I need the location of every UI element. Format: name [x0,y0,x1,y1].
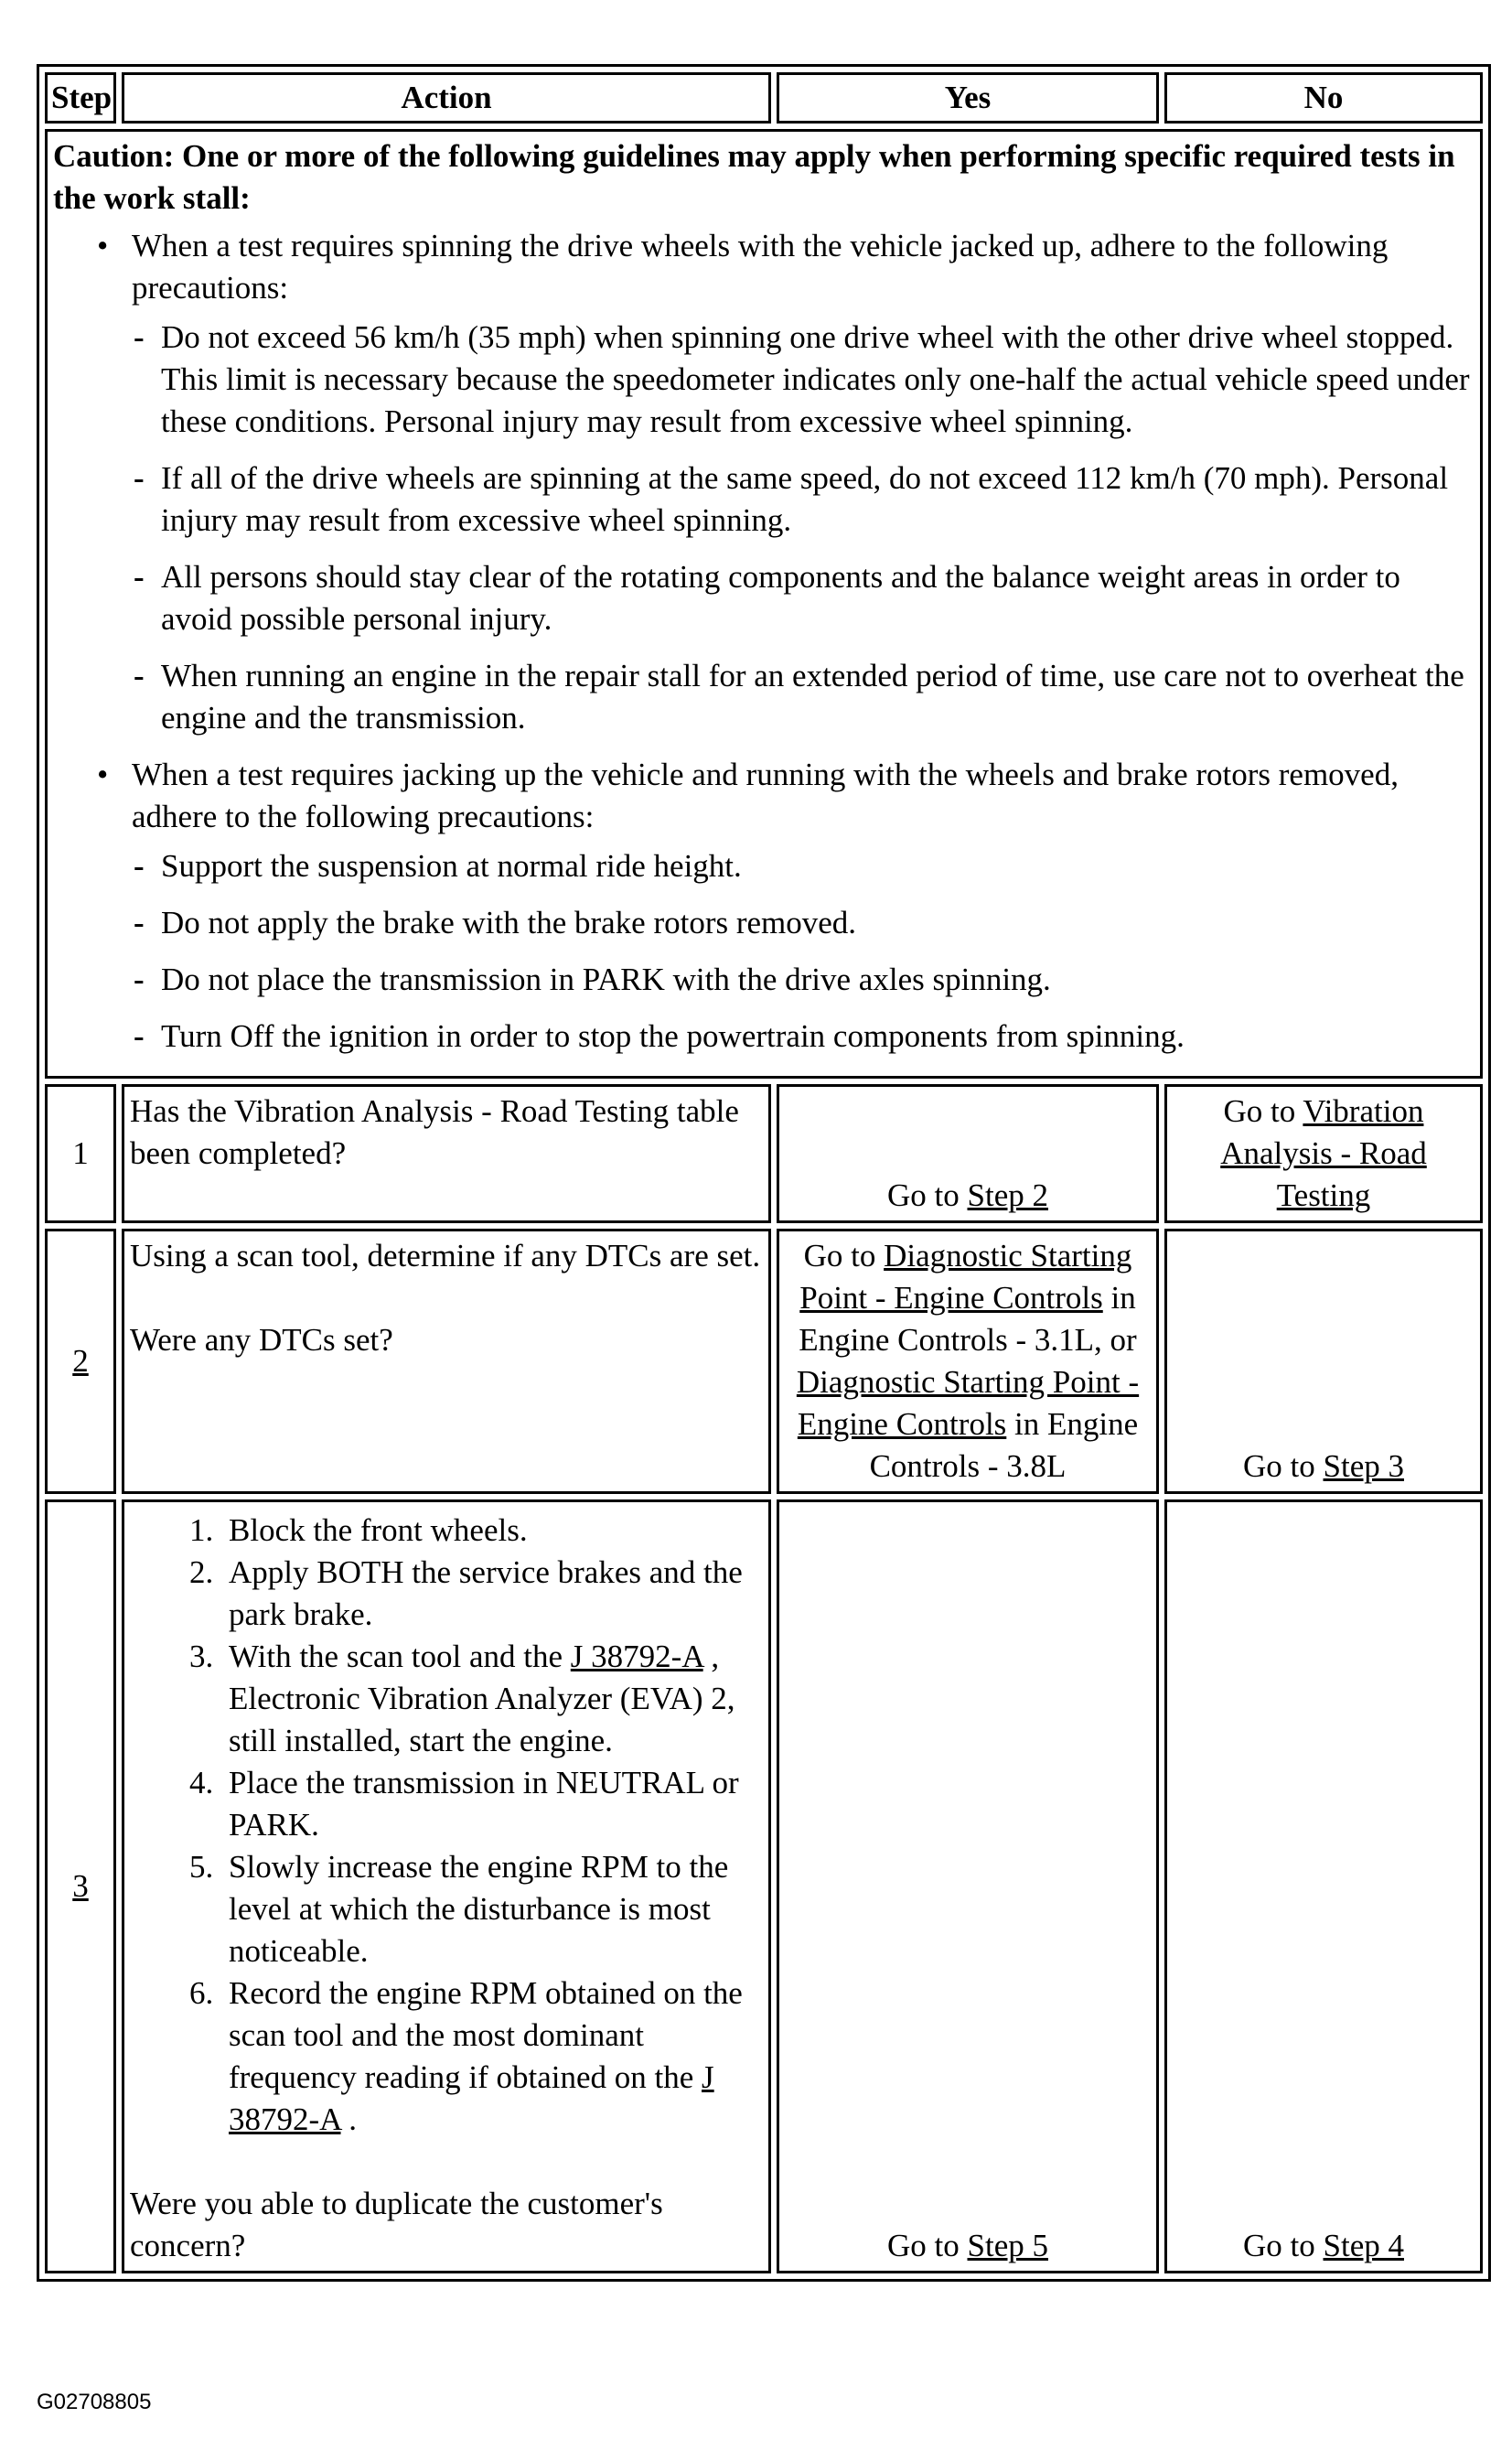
step-action [122,1229,771,1494]
step-row-2 [45,1229,1483,1494]
no-prefix: Go to [1243,1448,1324,1484]
procedure-text: With the scan tool and the [229,1639,571,1674]
yes-prefix: Go to [887,2228,968,2263]
step-action-text: Using a scan tool, determine if any DTCs are set. [130,1238,761,1273]
j-38792-a-link[interactable]: J 38792-A [570,1639,703,1674]
yes-cell [777,1229,1159,1494]
j-38792-a-link[interactable]: J 38792-A [229,2059,714,2137]
precaution-item: - If all of the drive wheels are spinning at the same speed, do not exceed 112 km/h (70 mph). Personal injury may result from excessive wheel spinning. [161,457,1474,542]
header-yes: Yes [777,72,1159,124]
procedure-item: 1. Block the front wheels. [221,1510,763,1552]
no-cell [1164,1499,1483,2273]
precaution-item: - Do not exceed 56 km/h (35 mph) when spinning one drive wheel with the other drive wheel stopped. This limit is necessary because the speedometer indicates only one-half the actual vehicle speed under these conditions. Personal injury may result from excessive wheel spinning. [161,317,1474,443]
precaution-list [132,317,1474,739]
no-cell [1164,1084,1483,1223]
step-5-link[interactable]: Step 5 [967,2228,1048,2263]
yes-cell [777,1084,1159,1223]
diagnostic-starting-point-link[interactable]: Diagnostic Starting Point - Engine Controls [799,1238,1132,1316]
precaution-item: - Do not apply the brake with the brake rotors removed. [161,902,1474,944]
header-no: No [1164,72,1483,124]
caution-bullet [132,225,1474,739]
step-row-1 [45,1084,1483,1223]
caution-bullet [132,754,1474,1058]
step-2-link[interactable]: Step 2 [967,1177,1048,1213]
precaution-list [132,845,1474,1058]
precaution-item: - Do not place the transmission in PARK with the drive axles spinning. [161,959,1474,1001]
step-number-link[interactable]: 2 [45,1229,116,1494]
step-row-3 [45,1499,1483,2273]
yes-cell [777,1499,1159,2273]
caution-row [45,129,1483,1079]
procedure-text: . [340,2101,357,2137]
procedure-item: 4. Place the transmission in NEUTRAL or PARK. [221,1762,763,1846]
yes-prefix: Go to [803,1238,885,1273]
caution-bullet-text: When a test requires jacking up the vehicle and running with the wheels and brake rotors removed, adhere to the following precautions: [132,757,1399,834]
caution-title: Caution: One or more of the following guidelines may apply when performing specific required tests in the work stall: [53,138,1455,216]
table-header-row [45,72,1483,124]
yes-prefix: Go to [887,1177,968,1213]
step-question: Were any DTCs set? [130,1322,393,1358]
step-action: Has the Vibration Analysis - Road Testing table been completed? [122,1084,771,1223]
step-number: 1 [45,1084,116,1223]
no-prefix: Go to [1243,2228,1324,2263]
diagnostic-table [37,64,1491,2282]
procedure-item [221,1972,763,2141]
figure-id: G02708805 [37,2390,152,2414]
step-4-link[interactable]: Step 4 [1323,2228,1404,2263]
procedure-item: 5. Slowly increase the engine RPM to the level at which the disturbance is most noticeable. [221,1846,763,1972]
diagnostic-page [37,64,1482,2282]
caution-cell [45,129,1483,1079]
step-3-link[interactable]: Step 3 [1323,1448,1404,1484]
yes-suffix: in Engine Controls - 3.8L [869,1406,1139,1484]
procedure-item [221,1636,763,1762]
procedure-item: 2. Apply BOTH the service brakes and the park brake. [221,1552,763,1636]
diagnostic-starting-point-link[interactable]: Diagnostic Starting Point - Engine Controls [796,1364,1140,1442]
vibration-analysis-road-testing-link[interactable]: Vibration Analysis - Road Testing [1220,1093,1427,1213]
precaution-item: - When running an engine in the repair stall for an extended period of time, use care not to overheat the engine and the transmission. [161,655,1474,739]
procedure-list [130,1510,763,2141]
no-cell [1164,1229,1483,1494]
caution-bullet-text: When a test requires spinning the drive wheels with the vehicle jacked up, adhere to the following precautions: [132,228,1389,306]
procedure-text: , Electronic Vibration Analyzer (EVA) 2, still installed, start the engine. [229,1639,735,1758]
procedure-text: Record the engine RPM obtained on the scan tool and the most dominant frequency reading if obtained on the [229,1975,743,2095]
precaution-item: - Support the suspension at normal ride height. [161,845,1474,887]
no-prefix: Go to [1223,1093,1303,1129]
header-action: Action [122,72,771,124]
step-number-link[interactable]: 3 [45,1499,116,2273]
yes-mid-text: in Engine Controls - 3.1L, or [799,1280,1137,1358]
step-action [122,1499,771,2273]
precaution-item: - All persons should stay clear of the rotating components and the balance weight areas in order to avoid possible personal injury. [161,556,1474,640]
header-step: Step [45,72,116,124]
precaution-item: - Turn Off the ignition in order to stop the powertrain components from spinning. [161,1016,1474,1058]
step-question: Were you able to duplicate the customer's concern? [130,2186,663,2263]
caution-bullet-list [53,225,1474,1058]
